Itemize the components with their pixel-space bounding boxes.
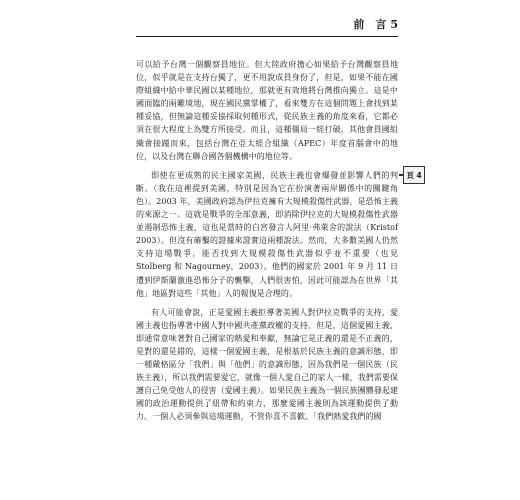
page-body: [136, 58, 398, 430]
page-reference-label: 頁 4: [406, 170, 422, 180]
page-reference-tab: [403, 166, 425, 184]
paragraph: 有人可能會說，正是愛國主義拒導著美國人對伊拉克戰爭的支持，愛國主義也指導著中國人對中國共產黨政權的支持。但是，這個愛國主義，即通常意味著對自己國家的熱愛和奉獻，無論它是正義的還是不正義的，是對的還是錯的，這樣一個愛國主義，是根基於民族主義的意識形態，即一種嚴格區分「我們」與「他們」的意識形態，因為我們是一個民族（民族主義），所以我們需要愛它，就像一個人愛自己的家人一樣，我們需要保護自己免受他人的侵害（愛國主義）。如果民族主義為一個民族團體發起建國的政治運動提供了紐帶和約束力，那麼愛國主義則為該運動提供了動力。一個人必須參與這場運動，不管你喜不喜歡。「我們熱愛我們的國: [136, 307, 398, 422]
chapter-title: 前 言: [353, 18, 387, 31]
running-header: [136, 14, 398, 37]
paragraph: 即使在更成熟的民主國家美國，民族主義也會爆發並影響人們的判斷。（我在這裡提到美國，特別是因為它在扮演著兩岸關係中的關鍵角色）。2003 年，美國政府認為伊拉克擁有大規模殺傷性武器，是恐怖主義的來源之一。這就是戰爭的全部意義，即消除伊拉克的大規模殺傷性武器並遏制恐怖主義，這也是當時的白宮發言人阿里·弗萊舍的說法（Kristof 2003）。但沒有確鑿的證據來證實這兩種說法。然而，大多數美國人仍然支持這場戰爭，能否找到大規模殺傷性武器似乎並不重要（也見 Stolberg 和 Nagourney，2003）。他們的國家於 2001 年 9 月 11 日遭到伊斯蘭激進恐怖分子的襲擊，人們很害怕，因此可能認為在世界「其他」地區對這些「其他」人的報復是合理的。: [136, 170, 398, 298]
page-number: 5: [390, 18, 398, 31]
paragraph: 可以給予台灣一個觀察員地位。但大陸政府擔心如果給予台灣觀察員地位，似乎就是在支持台獨了，更不用說成員身份了，但是，如果不能在國際組織中給中華民國以某種地位，那就更有效地將台灣推向獨立。這是中國面臨的兩難境地，現在國民黨掌權了，看來雙方在這個問題上會找到某種妥協，但無論這種妥協採取何種形式，從民族主義的角度來看，它都必須在很大程度上為雙方所接受。而且，這種僵局一經打破，其他會員國組織會接踵而來，包括台灣在亞太經合組織（APEC）年度首腦會中的地位，以及台灣在聯合國各個機構中的地位等。: [136, 60, 398, 161]
